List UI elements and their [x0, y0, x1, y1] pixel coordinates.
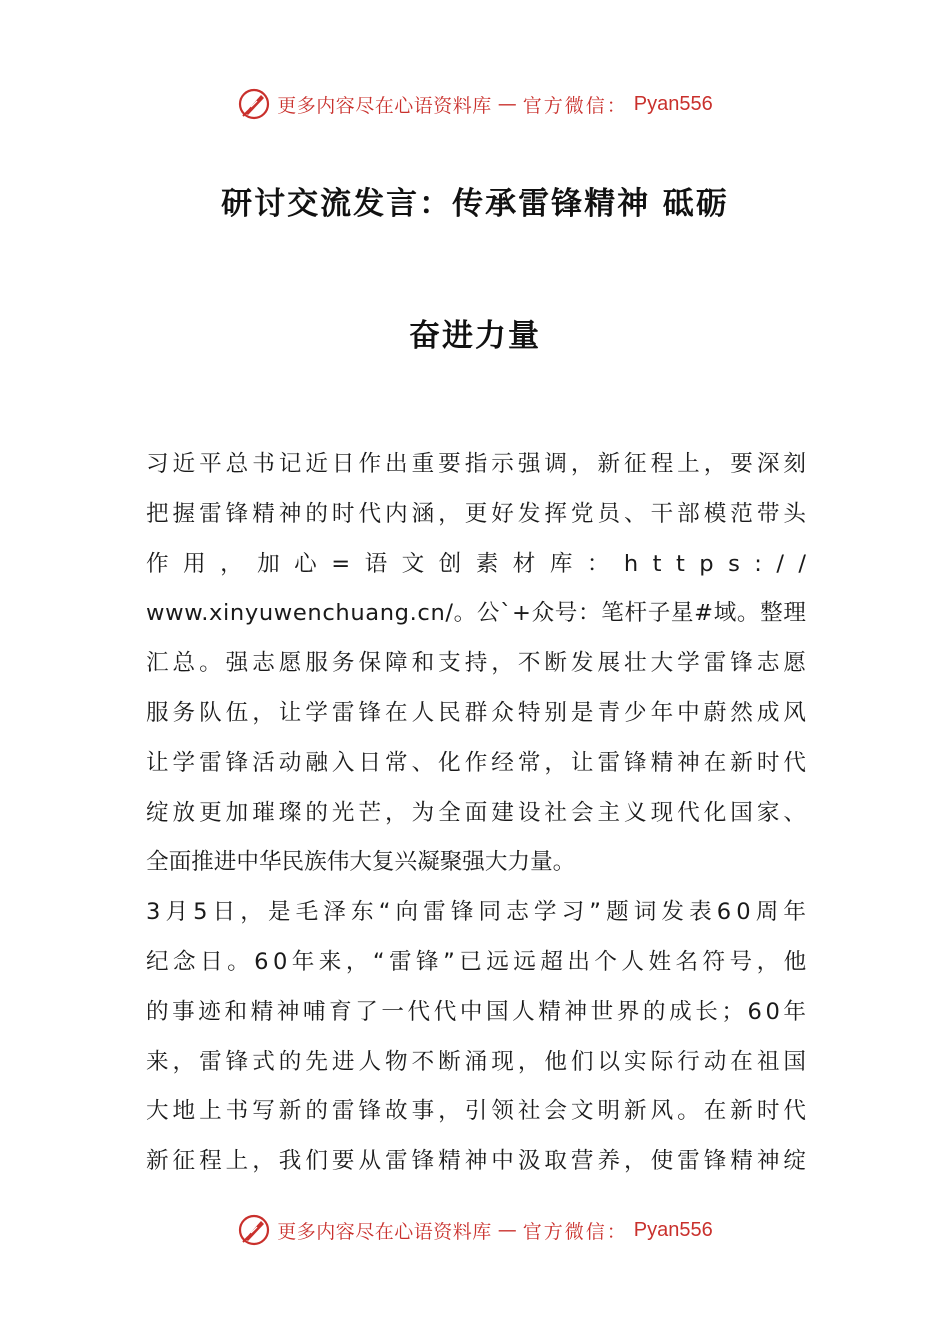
body-line: 大地上书写新的雷锋故事，引领社会文明新风。在新时代 — [146, 1098, 810, 1125]
header-banner — [0, 84, 950, 124]
banner-official-label: 官方微信： — [522, 1220, 628, 1243]
banner-separator: — — [497, 1219, 517, 1241]
quill-logo-icon — [237, 1213, 271, 1247]
body-line: 把握雷锋精神的时代内涵，更好发挥党员、干部模范带头 — [146, 500, 810, 527]
banner-wechat-id: Pyan556 — [633, 1218, 713, 1241]
body-line: 习近平总书记近日作出重要指示强调，新征程上，要深刻 — [146, 451, 810, 477]
footer-banner — [0, 1210, 950, 1250]
body-line: www.xinyuwenchuang.cn/。公`+众号：笔杆子星#域。整理 — [146, 600, 807, 627]
document-title-line-1: 研讨交流发言：传承雷锋精神 砥砺 — [221, 186, 729, 222]
banner-text: 更多内容尽在心语资料库 — [277, 94, 492, 117]
banner-wechat-id: Pyan556 — [633, 92, 713, 115]
body-line: 服务队伍，让学雷锋在人民群众特别是青少年中蔚然成风 — [146, 699, 810, 726]
body-line: 让学雷锋活动融入日常、化作经常，让雷锋精神在新时代 — [146, 749, 810, 776]
body-line: 作用，加心=语文创素材库：https:// — [146, 550, 821, 577]
document-title-line-2: 奋进力量 — [409, 318, 541, 354]
body-line: 纪念日。60年来，“雷锋”已远远超出个人姓名符号，他 — [146, 948, 811, 975]
banner-separator: — — [497, 93, 517, 115]
body-line: 来，雷锋式的先进人物不断涌现，他们以实际行动在祖国 — [146, 1048, 810, 1075]
quill-logo-icon — [237, 87, 271, 121]
body-line: 绽放更加璀璨的光芒，为全面建设社会主义现代化国家、 — [146, 799, 810, 826]
body-line: 的事迹和精神哺育了一代代中国人精神世界的成长；60年 — [146, 998, 810, 1025]
body-line: 3月5日，是毛泽东“向雷锋同志学习”题词发表60周年 — [146, 899, 812, 926]
banner-text: 更多内容尽在心语资料库 — [277, 1220, 492, 1243]
body-line: 新征程上，我们要从雷锋精神中汲取营养，使雷锋精神绽 — [146, 1148, 810, 1175]
article-body — [146, 440, 821, 1187]
body-line: 汇总。强志愿服务保障和支持，不断发展壮大学雷锋志愿 — [146, 650, 810, 677]
body-line: 全面推进中华民族伟大复兴凝聚强大力量。 — [146, 849, 576, 876]
banner-official-label: 官方微信： — [522, 94, 628, 117]
